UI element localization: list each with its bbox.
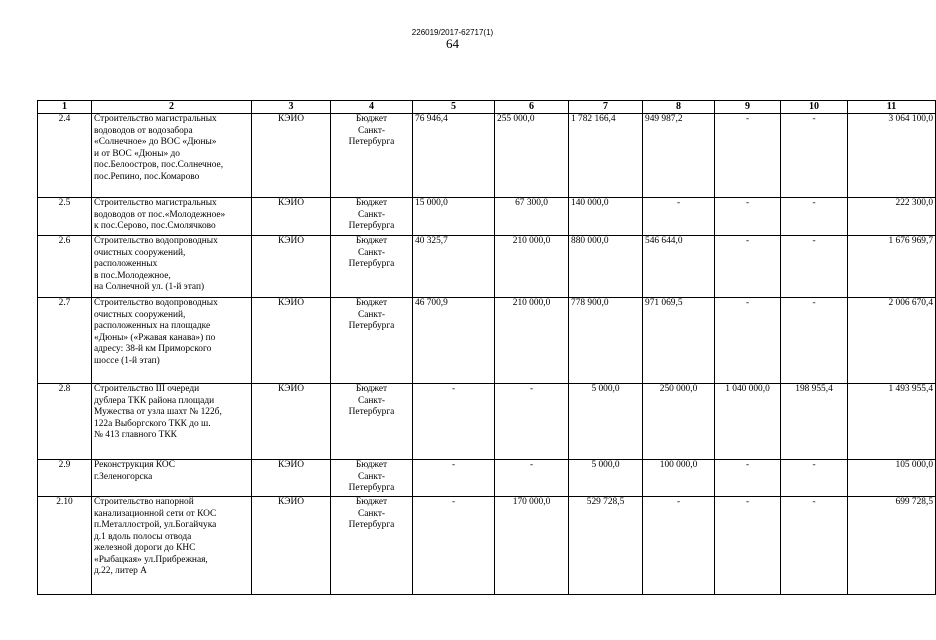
responsible: КЭИО [252,198,331,236]
table-row [38,198,936,236]
value-col6: - [495,460,569,497]
value-total: 699 728,5 [848,497,936,595]
value-total: 2 006 670,4 [848,298,936,384]
value-col10: - [781,198,848,236]
value-col7: 880 000,0 [569,236,643,298]
table-row [38,384,936,460]
funding-source: Бюджет Санкт- Петербурга [331,460,413,497]
item-name: Строительство магистральных водоводов от водозабора «Солнечное» до ВОС «Дюны» и от ВОС «Дюны» до пос.Белоостров, пос.Солнечное, пос.Репино, пос.Комарово [92,114,252,198]
item-number: 2.9 [38,460,92,497]
value-col5: 76 946,4 [413,114,495,198]
value-col8: 949 987,2 [643,114,715,198]
responsible: КЭИО [252,384,331,460]
column-header: 2 [92,101,252,114]
value-col8: - [643,497,715,595]
column-header: 7 [569,101,643,114]
column-header: 1 [38,101,92,114]
responsible: КЭИО [252,497,331,595]
table-row [38,114,936,198]
value-col5: - [413,384,495,460]
value-col7: 5 000,0 [569,460,643,497]
item-name: Реконструкция КОС г.Зеленогорска [92,460,252,497]
value-col6: 67 300,0 [495,198,569,236]
value-col8: - [643,198,715,236]
value-col5: 15 000,0 [413,198,495,236]
column-header: 5 [413,101,495,114]
value-col10: - [781,114,848,198]
value-col9: - [715,497,781,595]
value-col7: 778 900,0 [569,298,643,384]
item-name: Строительство магистральных водоводов от пос.«Молодежное» к пос.Серово, пос.Смолячково [92,198,252,236]
value-col5: 40 325,7 [413,236,495,298]
value-col6: 210 000,0 [495,236,569,298]
value-total: 3 064 100,0 [848,114,936,198]
value-col9: - [715,198,781,236]
value-col8: 971 069,5 [643,298,715,384]
item-name: Строительство III очереди дублера ТКК района площади Мужества от узла шахт № 122б, 122а Выборгского ТКК до ш. № 413 главного ТКК [92,384,252,460]
value-col6: 210 000,0 [495,298,569,384]
value-col9: 1 040 000,0 [715,384,781,460]
funding-source: Бюджет Санкт- Петербурга [331,298,413,384]
funding-source: Бюджет Санкт- Петербурга [331,384,413,460]
value-col8: 546 644,0 [643,236,715,298]
item-number: 2.4 [38,114,92,198]
value-col6: 170 000,0 [495,497,569,595]
value-col9: - [715,460,781,497]
page-number: 64 [446,36,459,51]
value-col7: 5 000,0 [569,384,643,460]
value-col10: 198 955,4 [781,384,848,460]
column-header: 6 [495,101,569,114]
item-name: Строительство водопроводных очистных сооружений, расположенных в пос.Молодежное, на Солнечной ул. (1-й этап) [92,236,252,298]
program-table [37,100,936,595]
table-row [38,497,936,595]
value-col10: - [781,298,848,384]
responsible: КЭИО [252,460,331,497]
value-total: 1 676 969,7 [848,236,936,298]
responsible: КЭИО [252,236,331,298]
column-header: 8 [643,101,715,114]
column-header: 11 [848,101,936,114]
header-row [38,101,936,114]
value-col7: 140 000,0 [569,198,643,236]
table-row [38,298,936,384]
responsible: КЭИО [252,298,331,384]
value-col10: - [781,236,848,298]
value-col5: 46 700,9 [413,298,495,384]
item-number: 2.8 [38,384,92,460]
value-col6: - [495,384,569,460]
item-number: 2.7 [38,298,92,384]
table-row [38,460,936,497]
document-id: 226019/2017-62717(1) [411,28,494,37]
item-name: Строительство водопроводных очистных сооружений, расположенных на площадке «Дюны» («Ржавая канава») по адресу: 38-й км Приморского шоссе (1-й этап) [92,298,252,384]
value-col5: - [413,460,495,497]
item-name: Строительство напорной канализационной сети от КОС п.Металлострой, ул.Богайчука д.1 вдоль полосы отвода железной дороги до КНС «Рыбацкая» ул.Прибрежная, д.22, литер А [92,497,252,595]
responsible: КЭИО [252,114,331,198]
column-header: 9 [715,101,781,114]
funding-source: Бюджет Санкт- Петербурга [331,497,413,595]
funding-source: Бюджет Санкт- Петербурга [331,114,413,198]
value-col8: 250 000,0 [643,384,715,460]
value-col7: 529 728,5 [569,497,643,595]
table-row [38,236,936,298]
column-header: 10 [781,101,848,114]
value-col8: 100 000,0 [643,460,715,497]
value-total: 1 493 955,4 [848,384,936,460]
item-number: 2.6 [38,236,92,298]
value-col10: - [781,497,848,595]
value-col9: - [715,298,781,384]
value-total: 222 300,0 [848,198,936,236]
column-header: 3 [252,101,331,114]
column-header: 4 [331,101,413,114]
funding-source: Бюджет Санкт- Петербурга [331,198,413,236]
item-number: 2.5 [38,198,92,236]
value-col9: - [715,114,781,198]
funding-source: Бюджет Санкт- Петербурга [331,236,413,298]
value-col5: - [413,497,495,595]
item-number: 2.10 [38,497,92,595]
value-total: 105 000,0 [848,460,936,497]
value-col7: 1 782 166,4 [569,114,643,198]
value-col10: - [781,460,848,497]
value-col6: 255 000,0 [495,114,569,198]
value-col9: - [715,236,781,298]
